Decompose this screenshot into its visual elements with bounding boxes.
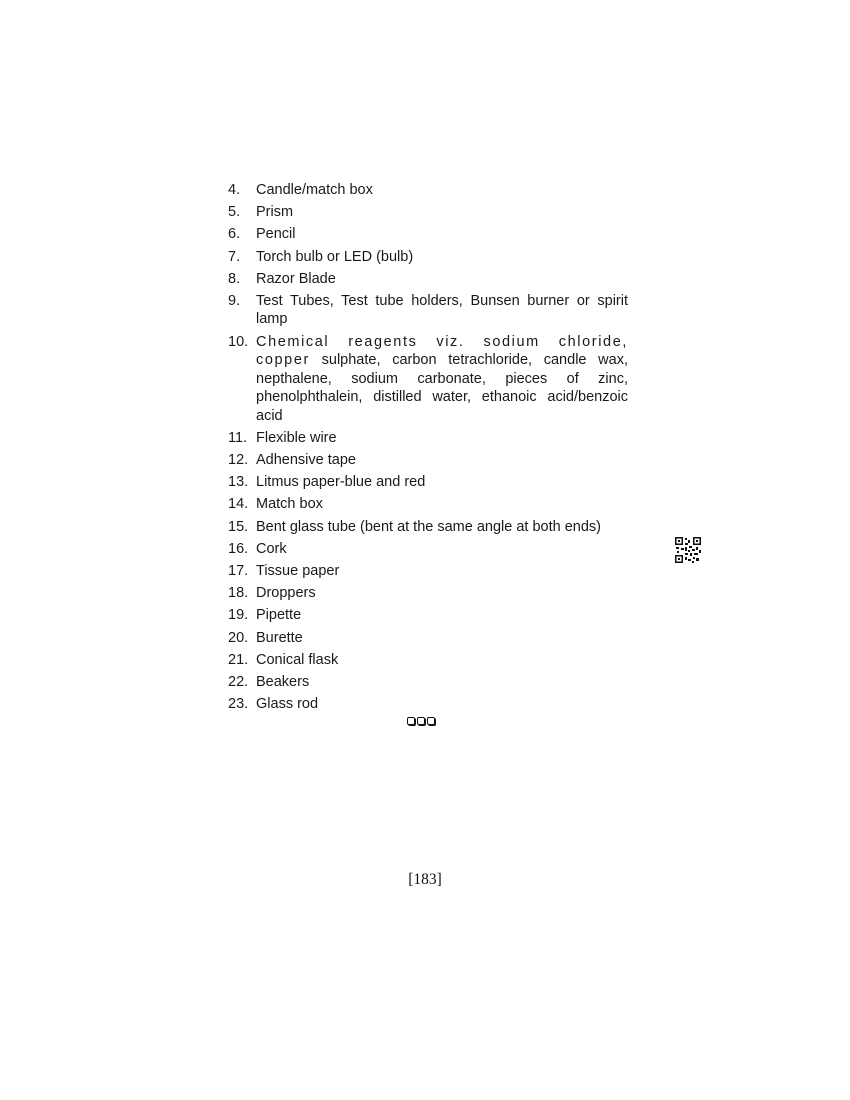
list-item [228, 629, 628, 648]
list-item [228, 248, 628, 267]
item-number: 12. [228, 452, 249, 468]
item-number: 16. [228, 540, 249, 557]
list-item [228, 673, 628, 692]
item-text: Adhensive tape [256, 452, 356, 468]
item-text [256, 333, 628, 426]
item-number: 4. [228, 182, 241, 198]
qr-code-icon[interactable] [675, 537, 701, 563]
list-item [228, 606, 628, 625]
item-text: Droppers [256, 585, 316, 602]
end-box-icon [417, 717, 425, 725]
list-item [228, 540, 628, 559]
list-item [228, 518, 628, 537]
item-text: Test Tubes, Test tube holders, Bunsen burner or spirit lamp [256, 292, 628, 328]
list-item [228, 429, 628, 448]
list-item [228, 181, 628, 200]
item-text: Match box [256, 496, 323, 513]
item-text: Prism [256, 204, 294, 221]
item-text: Tissue paper [256, 562, 340, 579]
list-item [228, 292, 628, 329]
item-number: 15. [228, 518, 249, 535]
item-text: Pencil [256, 226, 296, 243]
item-text-head: Chemical reagents viz. sodium chloride, copper [256, 333, 628, 369]
item-text: Litmus paper-blue and red [256, 474, 426, 491]
materials-list [228, 181, 628, 717]
item-number: 23. [228, 696, 249, 713]
section-end-mark [407, 717, 435, 725]
item-text: Pipette [256, 607, 302, 624]
item-number: 7. [228, 248, 241, 265]
list-item [228, 473, 628, 492]
item-number: 8. [228, 270, 241, 287]
item-text: Beakers [256, 673, 310, 690]
item-text: Bent glass tube (bent at the same angle at both ends) [256, 518, 602, 535]
list-item [228, 584, 628, 603]
item-text: Glass rod [256, 696, 319, 713]
list-item [228, 562, 628, 581]
list-item [228, 270, 628, 289]
item-number: 17. [228, 562, 249, 579]
page-number: [183] [408, 871, 442, 888]
item-number: 14. [228, 496, 249, 513]
item-number: 19. [228, 607, 249, 624]
item-text: Candle/match box [256, 182, 373, 198]
list-item [228, 651, 628, 670]
item-text: Cork [256, 540, 287, 557]
item-number: 18. [228, 585, 249, 602]
item-number: 13. [228, 474, 249, 491]
end-box-icon [407, 717, 415, 725]
item-number: 21. [228, 651, 249, 668]
list-item [228, 495, 628, 514]
item-number: 9. [228, 292, 241, 309]
list-item [228, 451, 628, 470]
item-text-tail: sulphate, carbon tetrachloride, candle wax, nepthalene, sodium carbonate, pieces of zinc, phenolphthalein, distilled water, ethanoic acid/benzoic acid [256, 352, 628, 424]
item-number: 5. [228, 204, 241, 221]
list-item [228, 225, 628, 244]
item-text: Razor Blade [256, 270, 336, 287]
item-number: 22. [228, 673, 249, 690]
item-text: Flexible wire [256, 429, 337, 446]
item-number: 10. [228, 333, 249, 350]
item-number: 11. [228, 429, 248, 446]
item-number: 6. [228, 226, 241, 243]
item-text: Burette [256, 629, 303, 646]
end-box-icon [427, 717, 435, 725]
list-item [228, 333, 628, 426]
list-item [228, 695, 628, 714]
item-text: Conical flask [256, 651, 339, 668]
item-text: Torch bulb or LED (bulb) [256, 248, 414, 265]
item-number: 20. [228, 629, 249, 646]
list-item [228, 203, 628, 222]
